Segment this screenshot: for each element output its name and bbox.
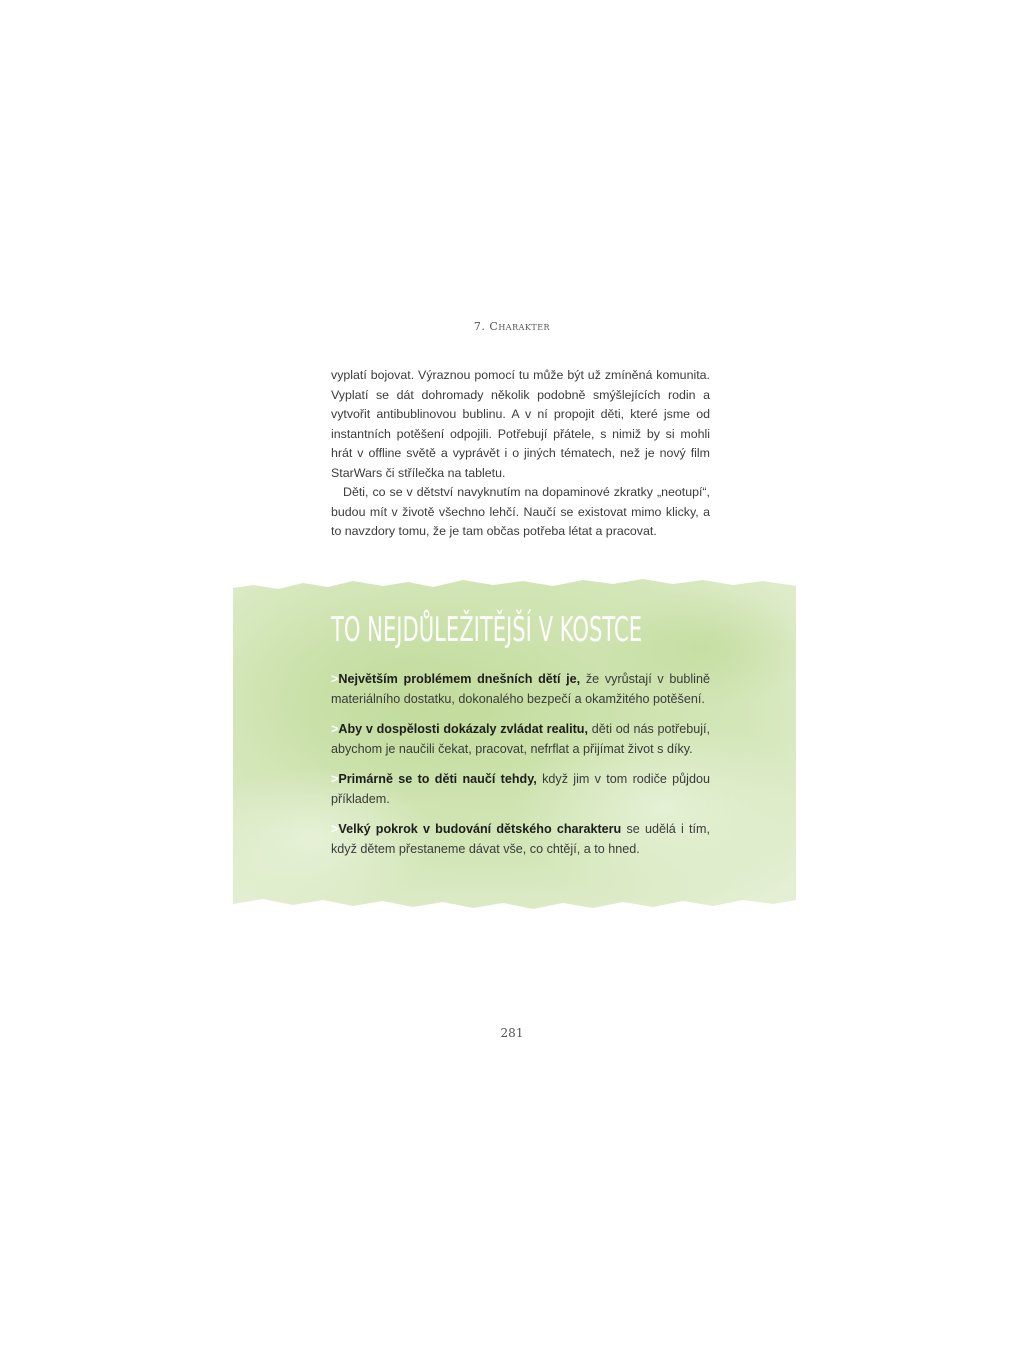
item-text: děti od nás potřebují, abychom je naučili čekat, pracovat, nefrflat a přijímat život s díky. [331, 722, 711, 756]
bullet-arrow-icon: > [331, 672, 339, 686]
list-item [331, 720, 710, 759]
bullet-arrow-icon: > [331, 822, 339, 836]
item-text: když jim v tom rodiče půjdou příkladem. [331, 772, 710, 806]
item-lead: Velký pokrok v budování dětského charakteru [338, 822, 622, 836]
item-text: se udělá i tím, když dětem přestaneme dávat vše, co chtějí, a to hned. [331, 822, 710, 856]
page-number: 281 [500, 1026, 524, 1040]
running-head: 7. Charakter [473, 320, 551, 333]
item-lead: Největším problémem dnešních dětí je, [338, 672, 581, 686]
bullet-arrow-icon: > [331, 772, 339, 786]
bullet-arrow-icon: > [331, 722, 339, 736]
item-text: že vyrůstají v bublině materiálního dostatku, dokonalého bezpečí a okamžitého potěšení. [331, 672, 710, 706]
paragraph: vyplatí bojovat. Výraznou pomocí tu může být už zmíněná komunita. Vyplatí se dát dohromady několik podobně smýšlejících rodin a vytvořit antibublinovou bublinu. A v ní propojit děti, které jsme od instantních potěšení odpojili. Potřebují přátele, s nimiž by si mohli hrát v offline světě a vyprávět i o jiných tématech, než je nový film StarWars či střílečka na tabletu. [331, 368, 710, 480]
list-item [331, 770, 710, 809]
item-lead: Primárně se to děti naučí tehdy, [338, 772, 537, 786]
body-text [331, 366, 710, 542]
summary-title: TO NEJDŮLEŽITĚJŠÍ V KOSTCE [331, 610, 643, 650]
summary-box [233, 578, 796, 910]
summary-list [331, 670, 710, 870]
item-lead: Aby v dospělosti dokázaly zvládat realitu, [338, 722, 588, 736]
paragraph: Děti, co se v dětství navyknutím na dopaminové zkratky „neotupí“, budou mít v životě všechno lehčí. Naučí se existovat mimo klicky, a to navzdory tomu, že je tam občas potřeba létat a pracovat. [331, 485, 710, 538]
list-item [331, 820, 710, 859]
list-item [331, 670, 710, 709]
